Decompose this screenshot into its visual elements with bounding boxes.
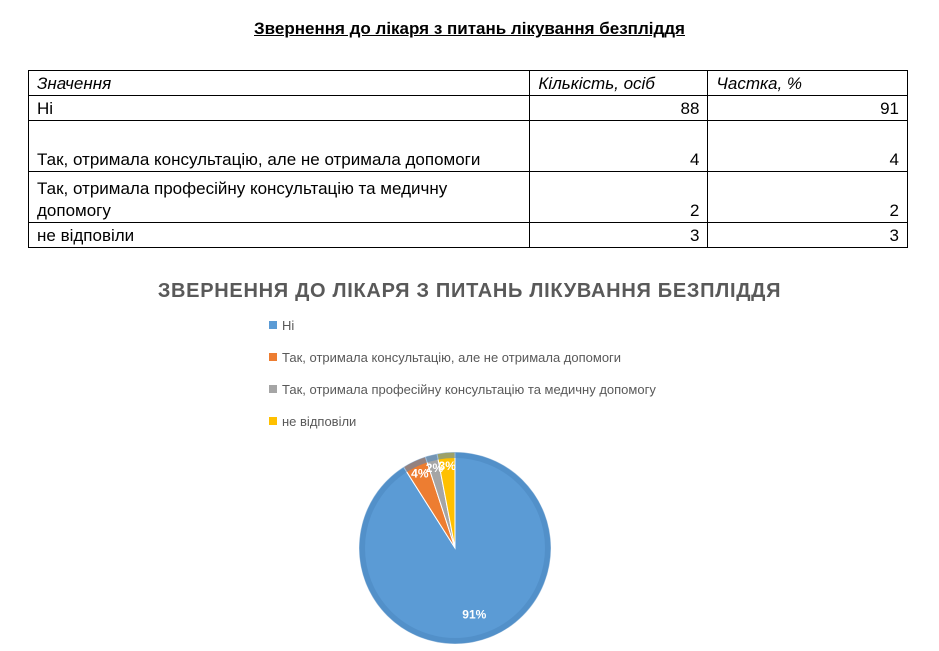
header-share: Частка, %	[708, 71, 908, 96]
table-row	[29, 172, 908, 223]
document-title: Звернення до лікаря з питань лікування безпліддя	[254, 19, 685, 38]
pie-chart	[350, 448, 560, 648]
row-label: Так, отримала консультацію, але не отримала допомоги	[29, 121, 530, 172]
legend-swatch-2	[269, 353, 277, 361]
header-count: Кількість, осіб	[530, 71, 708, 96]
pie-data-label: 2%	[425, 461, 444, 476]
pie-data-label: 4%	[411, 466, 429, 481]
legend-item	[269, 318, 294, 333]
legend-swatch-1	[269, 321, 277, 329]
legend-swatch-3	[269, 385, 277, 393]
legend-label: Так, отримала професійну консультацію та медичну допомогу	[282, 382, 656, 397]
table-row	[29, 121, 908, 172]
chart-title: ЗВЕРНЕННЯ ДО ЛІКАРЯ З ПИТАНЬ ЛІКУВАННЯ БЕЗПЛІДДЯ	[157, 280, 782, 302]
row-share: 2	[708, 172, 908, 223]
data-table	[28, 70, 908, 248]
row-share: 4	[708, 121, 908, 172]
row-share: 3	[708, 223, 908, 248]
row-count: 4	[530, 121, 708, 172]
pie-data-label: 91%	[462, 607, 487, 622]
legend-label: Ні	[282, 318, 295, 333]
legend-item	[269, 382, 656, 397]
row-count: 88	[530, 96, 708, 121]
legend-item	[269, 350, 621, 365]
legend-label: Так, отримала консультацію, але не отримала допомоги	[282, 350, 622, 365]
legend-label: не відповіли	[282, 414, 357, 429]
row-count: 3	[530, 223, 708, 248]
row-label: не відповіли	[29, 223, 530, 248]
legend-swatch-4	[269, 417, 277, 425]
row-label: Ні	[29, 96, 530, 121]
legend-item	[269, 414, 356, 429]
pie-data-label: 3%	[438, 458, 456, 473]
row-count: 2	[530, 172, 708, 223]
table-row	[29, 96, 908, 121]
table-header-row	[29, 71, 908, 96]
row-label: Так, отримала професійну консультацію та медичну допомогу	[29, 172, 530, 223]
header-value: Значення	[29, 71, 530, 96]
table-row	[29, 223, 908, 248]
row-share: 91	[708, 96, 908, 121]
